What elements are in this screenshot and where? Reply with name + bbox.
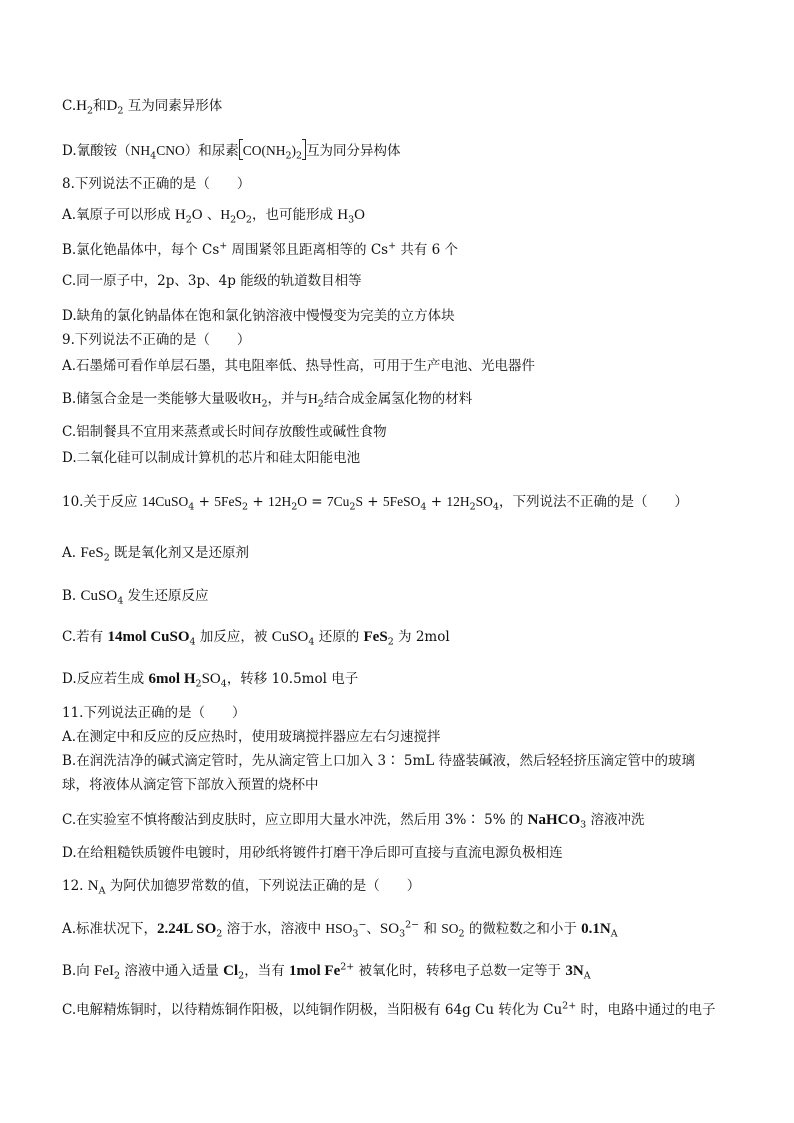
option-d-q11: D.在给粗糙铁质镀件电镀时，用砂纸将镀件打磨干净后即可直接与直流电源负极相连 [62,845,563,861]
option-b-q11-cont: 球，将液体从滴定管下部放入预置的烧杯中 [62,777,319,793]
option-b-q8: B.氯化铯晶体中，每个 Cs+ 周围紧邻且距离相等的 Cs+ 共有 6 个 [62,240,459,258]
question-12: 12. $N_A$ 为阿伏加德罗常数的值，下列说法正确的是（ ） [62,878,421,897]
option-c-q11: C.在实验室不慎将酸沾到皮肤时，应立即用大量水冲洗，然后用 3%∶ 5% 的 NaHCO$_3$ 溶液冲洗 [62,812,645,831]
option-a-q9: A.石墨烯可看作单层石墨，其电阻率低、热导性高，可用于生产电池、光电器件 [62,358,536,374]
option-b-q11: B.在润洗洁净的碱式滴定管时，先从滴定管上口加入 3∶ 5mL 待盛装碱液，然后轻轻挤压滴定管中的玻璃 [62,753,696,769]
question-9: 9.下列说法不正确的是（ ） [62,332,251,348]
option-c-q10: C.若有 14mol CuSO$_4$ 加反应，被 CuSO$_4$ 还原的 FeS$_2$ 为 2mol [62,629,450,648]
option-d-q7: D.氰酸铵$(NH_4CNO)$和尿素 $CO(NH_2)_2$ 互为同分异构体 [62,139,401,161]
option-c-q7: $C.H_2$和$D_2$ 互为同素异形体 [62,98,223,117]
option-a-q11: A.在测定中和反应的反应热时，使用玻璃搅拌器应左右匀速搅拌 [62,729,441,745]
option-b-q9: B.储氢合金是一类能够大量吸收$H_2$，并与$H_2$结合成金属氢化物的材料 [62,391,473,410]
option-c-q8: C.同一原子中，2p、3p、4p 能级的轨道数目相等 [62,273,362,289]
option-a-q10: A. FeS$_2$ 既是氧化剂又是还原剂 [62,545,250,564]
option-c-q9: C.铝制餐具不宜用来蒸煮或长时间存放酸性或碱性食物 [62,424,387,440]
option-a-q12: A.标准状况下，2.24L $SO_2$ 溶于水，溶液中 $HSO_3^-$、$SO_3^{2-}$ 和 $SO_2$ 的微粒数之和小于 $0.1N_A$ [62,919,618,940]
option-c-q12: C.电解精炼铜时，以待精炼铜作阳极，以纯铜作阴极，当阳极有 64g Cu 转化为 $Cu^{2+}$ 时，电路中通过的电子 [62,1000,716,1018]
option-d-q10: D.反应若生成 6mol $H_2SO_4$，转移 10.5mol 电子 [62,671,359,690]
option-a-q8: A.氧原子可以形成 $H_2O$ 、$H_2O_2$，也可能形成 $H_3O$ [62,207,365,226]
question-11: 11.下列说法正确的是（ ） [62,705,246,721]
option-b-q10: B. CuSO$_4$ 发生还原反应 [62,588,209,607]
option-d-q8: D.缺角的氯化钠晶体在饱和氯化钠溶液中慢慢变为完美的立方体块 [62,308,455,324]
question-8: 8.下列说法不正确的是（ ） [62,176,251,192]
option-d-q9: D.二氧化硅可以制成计算机的芯片和硅太阳能电池 [62,450,361,466]
option-b-q12: B.向 FeI$_2$ 溶液中通入适量 $Cl_2$，当有 1mol $Fe^{2+}$ 被氧化时，转移电子总数一定等于 $3N_A$ [62,961,591,982]
question-10: 10.关于反应 14CuSO$_4$ + $5FeS_2 + 12H_2O = 7Cu_2S$ + 5FeSO$_4$ + $12H_2SO_4$，下列说法不正确的是（ ） [62,494,688,513]
